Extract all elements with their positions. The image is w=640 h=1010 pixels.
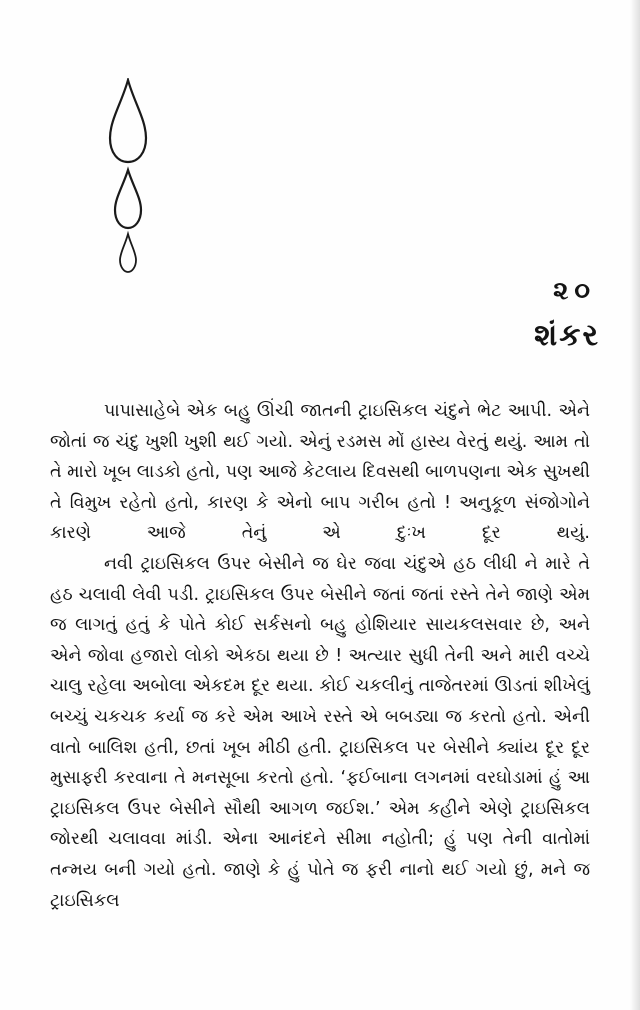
paragraph-2: નવી ટ્રાઇસિકલ ઉપર બેસીને જ ઘેર જવા ચંદુએ હઠ લીધી ને મારે તે હઠ ચલાવી લેવી પડી. ટ્રાઇસિકલ ઉપર બેસીને જતાં જતાં રસ્તે તેને જાણે એમ જ લાગતું હતું કે પોતે કોઈ સર્કસનો બહુ હોશિયાર સાયકલસવાર છે, અને એને જોવા હજારો લોકો એકઠા થયા છે ! અત્યાર સુધી તેની અને મારી વચ્ચે ચાલુ રહેલા અબોલા એકદમ દૂર થયા. કોઈ ચકલીનું તાજેતરમાં ઊડતાં શીખેલું બચ્ચું ચકચક કર્યા જ કરે એમ આખે રસ્તે એ બબડ્યા જ કરતો હતો. એની વાતો બાલિશ હતી, છતાં ખૂબ મીઠી હતી. ટ્રાઇસિકલ પર બેસીને ક્યાંય દૂર દૂર મુસાફરી કરવાના તે મનસૂબા કરતો હતો. ‘ફઈબાના લગનમાં વરઘોડામાં હું આ ટ્રાઇસિકલ ઉપર બેસીને સૌથી આગળ જઈશ.’ એમ કહીને એણે ટ્રાઇસિકલ જોરથી ચલાવવા માંડી. એના આનંદને સીમા નહોતી; હું પણ તેની વાતોમાં તન્મય બની ગયો હતો. જાણે કે હું પોતે જ ફરી નાનો થઈ ગયો છું, મને જ ટ્રાઇસિકલ: [50, 553, 590, 911]
teardrops-ornament: [108, 78, 168, 278]
teardrop-small: [120, 234, 136, 272]
page-edge-shadow: [630, 0, 640, 1010]
teardrop-large: [110, 80, 146, 162]
chapter-title: શંકર: [534, 318, 600, 353]
paragraph-1: પાપાસાહેબે એક બહુ ઊંચી જાતની ટ્રાઇસિકલ ચંદુને ભેટ આપી. એને જોતાં જ ચંદુ ખુશી ખુશી થઈ ગયો. એનું રડમસ મોં હાસ્ય વેરતું થયું. આમ તો તે મારો ખૂબ લાડકો હતો, પણ આજે કેટલાય દિવસથી બાળપણના એક સુખથી તે વિમુખ રહેતો હતો, કારણ કે એનો બાપ ગરીબ હતો ! અનુકૂળ સંજોગોને કારણે આજે તેનું એ દુઃખ દૂર થયું.: [50, 401, 590, 544]
chapter-number: ૨૦: [553, 276, 596, 306]
chapter-body: [50, 396, 590, 916]
teardrop-medium: [115, 170, 141, 228]
